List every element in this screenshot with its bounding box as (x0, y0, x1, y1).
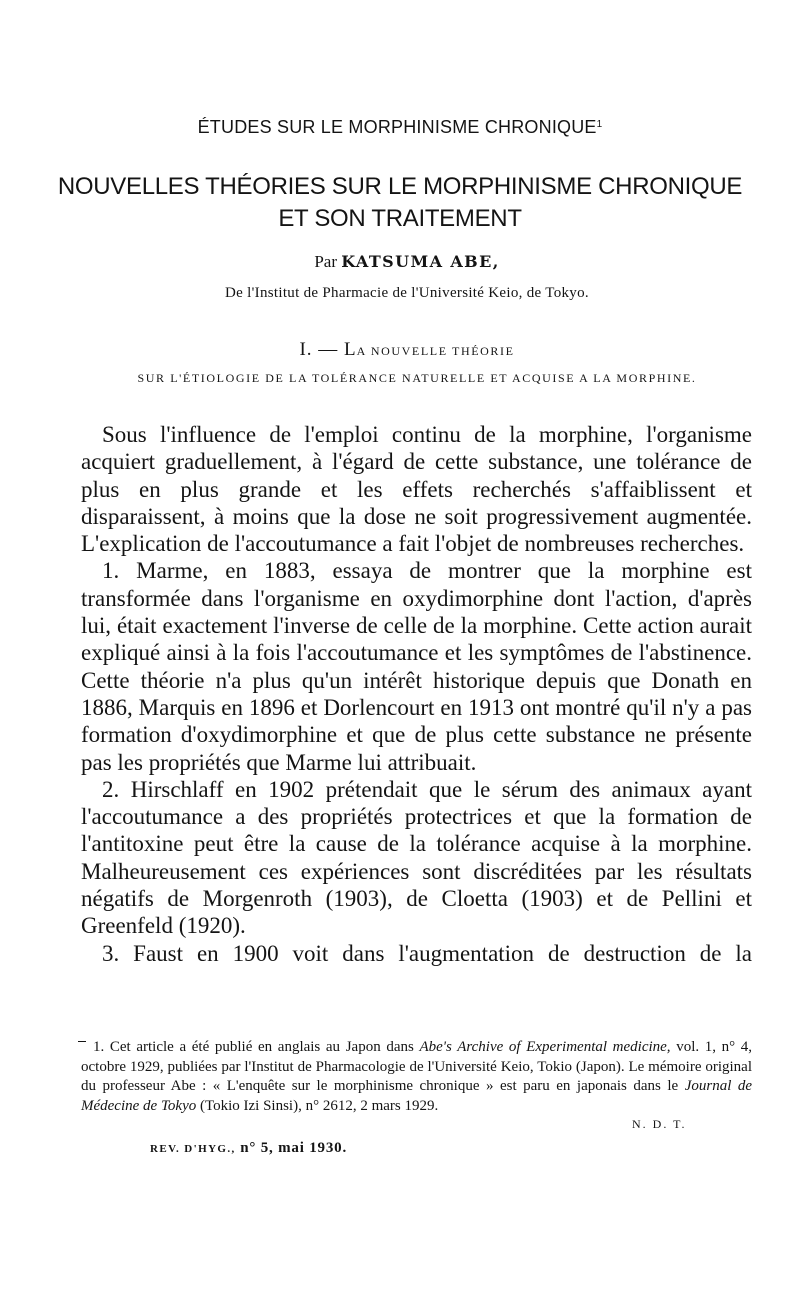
running-footer (150, 1140, 347, 1157)
article-title-line-2: ET SON TRAITEMENT (278, 205, 522, 232)
footnote-body: vol. 1, n° 4, octobre 1929, publiées par l'Institut de Pharmacologie de l'Université Keio, Tokio (Japon). Le mémoire original du professeur Abe : « L'enquête sur le morphinisme chronique » est paru en japonais dans le (81, 1039, 753, 1094)
translator-note: N. D. T. (632, 1117, 687, 1131)
footnote-marker: 1 (596, 119, 603, 130)
article-title (0, 171, 800, 235)
issue-info: n° 5, mai 1930. (240, 1140, 347, 1156)
series-heading (0, 117, 800, 138)
article-body (81, 421, 752, 967)
paragraph-intro: Sous l'influence de l'emploi continu de la morphine, l'organisme acquiert graduellement, à l'égard de cette substance, une tolérance de plus en plus grande et les effets recherchés s'affaiblissent et disparaissent, à moins que la dose ne soit progressivement augmentée. L'explication de l'accoutumance a fait l'objet de nombreuses recherches. (81, 422, 752, 557)
footnote-tail: (Tokio Izi Sinsi), n° 2612, 2 mars 1929. (199, 1097, 439, 1114)
author-name: KATSUMA ABE, (341, 252, 500, 271)
section-number: I. — (299, 339, 339, 360)
paragraph-2: 2. Hirschlaff en 1902 prétendait que le sérum des animaux ayant l'accoutumance a des propriétés protectrices et que la formation de l'antitoxine peut être la cause de la tolérance acquise à la morphine. Malheureusement ces expériences sont discréditées par les résultats négatifs de Morgenroth (1903), de Cloetta (1903) et de Pellini et Greenfeld (1920). (81, 776, 752, 939)
byline (0, 252, 800, 272)
section-title-rest: A NOUVELLE THÉORIE (356, 344, 515, 358)
paragraph-3: 3. Faust en 1900 voit dans l'augmentation de destruction de la (102, 940, 752, 966)
section-title-initial: L (344, 339, 357, 360)
series-heading-text: ÉTUDES SUR LE MORPHINISME CHRONIQUE (197, 117, 597, 137)
footnote (81, 1038, 752, 1116)
section-heading (0, 339, 800, 361)
section-subtitle: SUR L'ÉTIOLOGIE DE LA TOLÉRANCE NATURELLE ET ACQUISE A LA MORPHINE. (137, 371, 697, 385)
byline-prefix: Par (314, 252, 337, 271)
footnote-journal-2: Journal de Médecine de Tokyo (81, 1078, 753, 1114)
paragraph-1: 1. Marme, en 1883, essaya de montrer que la morphine est transformée dans l'organisme en oxydimorphine dont l'action, d'après lui, était exactement l'inverse de celle de la morphine. Cette action aurait expliqué ainsi à la fois l'accoutumance et les symptômes de l'abstinence. Cette théorie n'a plus qu'un intérêt historique depuis que Donath en 1886, Marquis en 1896 et Dorlencourt en 1913 ont montré qu'il n'y a pas formation d'oxydimorphine et que de plus cette substance ne présente pas les propriétés que Marme lui attribuait. (81, 558, 752, 775)
footnote-journal-1: Abe's Archive of Experimental medicine, (419, 1039, 671, 1055)
article-title-line-1: NOUVELLES THÉORIES SUR LE MORPHINISME CHRONIQUE (57, 173, 743, 200)
footnote-lead: 1. Cet article a été publié en anglais au Japon dans (93, 1039, 414, 1055)
journal-abbreviation: REV. D'HYG., (150, 1143, 236, 1155)
author-affiliation: De l'Institut de Pharmacie de l'Université Keio, de Tokyo. (225, 285, 589, 301)
